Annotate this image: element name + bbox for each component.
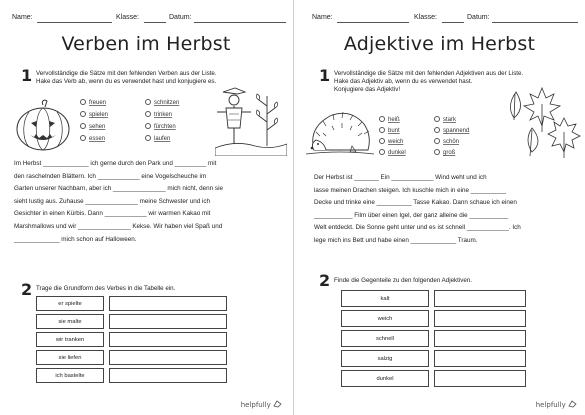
- word-checkbox-item[interactable]: [379, 127, 400, 134]
- checkbox-icon[interactable]: [80, 111, 86, 117]
- word: dunkel: [388, 150, 406, 156]
- checkbox-icon[interactable]: [434, 138, 440, 144]
- logo-hand-icon: [273, 400, 282, 408]
- checkbox-icon[interactable]: [145, 111, 151, 117]
- datum-label: Datum:: [467, 14, 490, 21]
- checkbox-icon[interactable]: [80, 135, 86, 141]
- fill-in-text: [314, 172, 582, 248]
- word: fürchten: [154, 124, 176, 130]
- table-cell-given: er spielte: [36, 296, 104, 311]
- word-checkbox-item[interactable]: [379, 116, 400, 123]
- text-line: ___________ Film über einen Igel, der ganz alleine die ___________: [314, 211, 508, 219]
- worksheet-adjektive: [293, 0, 585, 415]
- adjective-table: [336, 287, 531, 390]
- klasse-line[interactable]: [442, 22, 464, 23]
- task-1-instruction: [36, 70, 286, 86]
- text-line: lasse meinen Drachen steigen. Ich kuschle mich in eine __________: [314, 186, 506, 194]
- word: laufen: [154, 136, 171, 142]
- name-line[interactable]: [37, 22, 112, 23]
- word-checkbox-item[interactable]: [80, 123, 105, 130]
- name-label: Name:: [312, 14, 333, 21]
- checkbox-icon[interactable]: [80, 123, 86, 129]
- page-title: Adjektive im Herbst: [343, 33, 536, 55]
- fill-in-text: [14, 158, 289, 246]
- klasse-line[interactable]: [144, 22, 166, 23]
- instruction-line: Hake das Adjektiv ab, wenn du es verwendet hast.: [334, 78, 473, 86]
- checkbox-icon[interactable]: [379, 127, 385, 133]
- table-row: [341, 290, 526, 307]
- word: trinken: [154, 112, 173, 118]
- task-number-1: 1: [319, 66, 331, 85]
- klasse-label: Klasse:: [116, 14, 139, 21]
- instruction-line: Konjugiere das Adjektiv!: [334, 86, 401, 94]
- klasse-label: Klasse:: [414, 14, 437, 21]
- text-line: Der Herbst ist _______ Ein ____________ Wind weht und ich: [314, 174, 487, 181]
- table-cell-given: sie malte: [36, 314, 104, 329]
- word: stark: [443, 117, 457, 123]
- word: bunt: [388, 128, 400, 134]
- task-number-1: 1: [21, 66, 33, 85]
- datum-label: Datum:: [169, 14, 192, 21]
- word: groß: [443, 150, 456, 156]
- table-row: [36, 350, 227, 365]
- word-checkbox-item[interactable]: [145, 111, 172, 118]
- text-line: Marshmallows und wir _______________ Kekse. Wir haben viel Spaß und: [14, 222, 223, 230]
- text-line: _____________ mich schon auf Halloween.: [14, 235, 137, 243]
- autumn-leaves-icon: [502, 84, 582, 160]
- table-cell-given: sie liefen: [36, 350, 104, 365]
- word: essen: [89, 136, 106, 142]
- task-2-instruction: Finde die Gegenteile zu den folgenden Adjektiven.: [334, 277, 472, 284]
- text-line: Gesichter in einen Kürbis. Dann ____________ wir warmen Kakao mit: [14, 210, 211, 218]
- checkbox-icon[interactable]: [145, 135, 151, 141]
- text-line: sieht lustig aus. Zuhause _______________ meine Schwester und ich: [14, 197, 211, 205]
- word-checkbox-item[interactable]: [379, 138, 403, 145]
- word: weich: [388, 139, 404, 145]
- table-row: [36, 332, 227, 347]
- logo: [241, 400, 282, 409]
- word: freuen: [89, 100, 107, 106]
- instruction-line: Hake das Verb ab, wenn du es verwendet hast und konjugiere es.: [36, 78, 217, 86]
- word-list: [379, 116, 509, 166]
- task-2-instruction: Trage die Grundform des Verbes in die Tabelle ein.: [36, 285, 176, 292]
- word: spannend: [443, 128, 470, 134]
- name-label: Name:: [12, 14, 33, 21]
- checkbox-icon[interactable]: [434, 116, 440, 122]
- word-list: [80, 99, 230, 149]
- text-line: Decke und trinke eine __________ Tasse Kakao. Dann schaue ich einen: [314, 199, 517, 207]
- word: schön: [443, 139, 460, 145]
- word: sehen: [89, 124, 106, 130]
- datum-line[interactable]: [492, 22, 578, 23]
- table-cell-answer[interactable]: [109, 368, 227, 383]
- logo: [536, 400, 577, 409]
- table-cell-given: weich: [341, 310, 429, 327]
- word-checkbox-item[interactable]: [434, 127, 469, 134]
- task-number-2: 2: [21, 280, 33, 299]
- text-line: Garten unserer Nachbarn, aber ich _______________ mich nicht, denn sie: [14, 185, 223, 193]
- text-line: Im Herbst _____________ ich gerne durch den Park und _________ mit: [14, 160, 217, 167]
- word: schnitzen: [154, 100, 180, 106]
- checkbox-icon[interactable]: [434, 149, 440, 155]
- text-line: lege mich ins Bett und habe einen _____________ Traum.: [314, 236, 478, 244]
- pumpkin-icon: [14, 99, 72, 153]
- table-cell-given: schnell: [341, 330, 429, 347]
- header-fields: [306, 14, 577, 24]
- checkbox-icon[interactable]: [145, 123, 151, 129]
- word-checkbox-item[interactable]: [434, 116, 456, 123]
- hedgehog-icon: [306, 106, 374, 158]
- scarecrow-icon: [215, 86, 287, 156]
- logo-hand-icon: [568, 400, 577, 408]
- table-cell-answer[interactable]: [109, 350, 227, 365]
- word-checkbox-item[interactable]: [80, 135, 105, 142]
- verb-table: [31, 293, 232, 386]
- word-checkbox-item[interactable]: [434, 149, 455, 156]
- word-checkbox-item[interactable]: [434, 138, 459, 145]
- table-cell-given: salzig: [341, 350, 429, 367]
- word-checkbox-item[interactable]: [145, 99, 179, 106]
- table-cell-given: dunkel: [341, 370, 429, 387]
- table-cell-answer[interactable]: [434, 350, 526, 367]
- table-cell-answer[interactable]: [434, 370, 526, 387]
- instruction-line: Vervollständige die Sätze mit den fehlenden Verben aus der Liste.: [36, 70, 217, 77]
- checkbox-icon[interactable]: [379, 149, 385, 155]
- table-cell-answer[interactable]: [434, 290, 526, 307]
- checkbox-icon[interactable]: [379, 138, 385, 144]
- table-row: [36, 314, 227, 329]
- table-cell-answer[interactable]: [109, 332, 227, 347]
- table-cell-given: wir tranken: [36, 332, 104, 347]
- table-row: [36, 296, 227, 311]
- name-line[interactable]: [337, 22, 409, 23]
- text-line: Welt entdeckt. Die Sonne geht unter und es ist schnell ____________. Ich: [314, 224, 521, 232]
- word-checkbox-item[interactable]: [379, 149, 406, 156]
- word-checkbox-item[interactable]: [80, 111, 108, 118]
- checkbox-icon[interactable]: [434, 127, 440, 133]
- instruction-line: Vervollständige die Sätze mit den fehlenden Adjektiven aus der Liste.: [334, 70, 524, 77]
- table-row: [341, 350, 526, 367]
- table-cell-answer[interactable]: [434, 330, 526, 347]
- checkbox-icon[interactable]: [145, 99, 151, 105]
- logo-text: helpfully: [535, 401, 566, 409]
- task-number-2: 2: [319, 271, 331, 290]
- word: spielen: [89, 112, 109, 118]
- table-cell-given: kalt: [341, 290, 429, 307]
- datum-line[interactable]: [194, 22, 286, 23]
- header-fields: [12, 14, 284, 24]
- word-checkbox-item[interactable]: [80, 99, 106, 106]
- table-cell-answer[interactable]: [434, 310, 526, 327]
- word-checkbox-item[interactable]: [145, 135, 170, 142]
- word-checkbox-item[interactable]: [145, 123, 176, 130]
- checkbox-icon[interactable]: [379, 116, 385, 122]
- table-row: [341, 370, 526, 387]
- page-title: Verben im Herbst: [61, 33, 231, 55]
- table-row: [36, 368, 227, 383]
- table-cell-answer[interactable]: [109, 296, 227, 311]
- logo-text: helpfully: [240, 401, 271, 409]
- checkbox-icon[interactable]: [80, 99, 86, 105]
- text-line: den raschelnden Blättern. Ich ____________ eine Vogelscheuche im: [14, 172, 207, 180]
- table-row: [341, 330, 526, 347]
- table-cell-answer[interactable]: [109, 314, 227, 329]
- worksheet-verben: [0, 0, 292, 415]
- word: heiß: [388, 117, 400, 123]
- table-row: [341, 310, 526, 327]
- table-cell-given: ich bastelte: [36, 368, 104, 383]
